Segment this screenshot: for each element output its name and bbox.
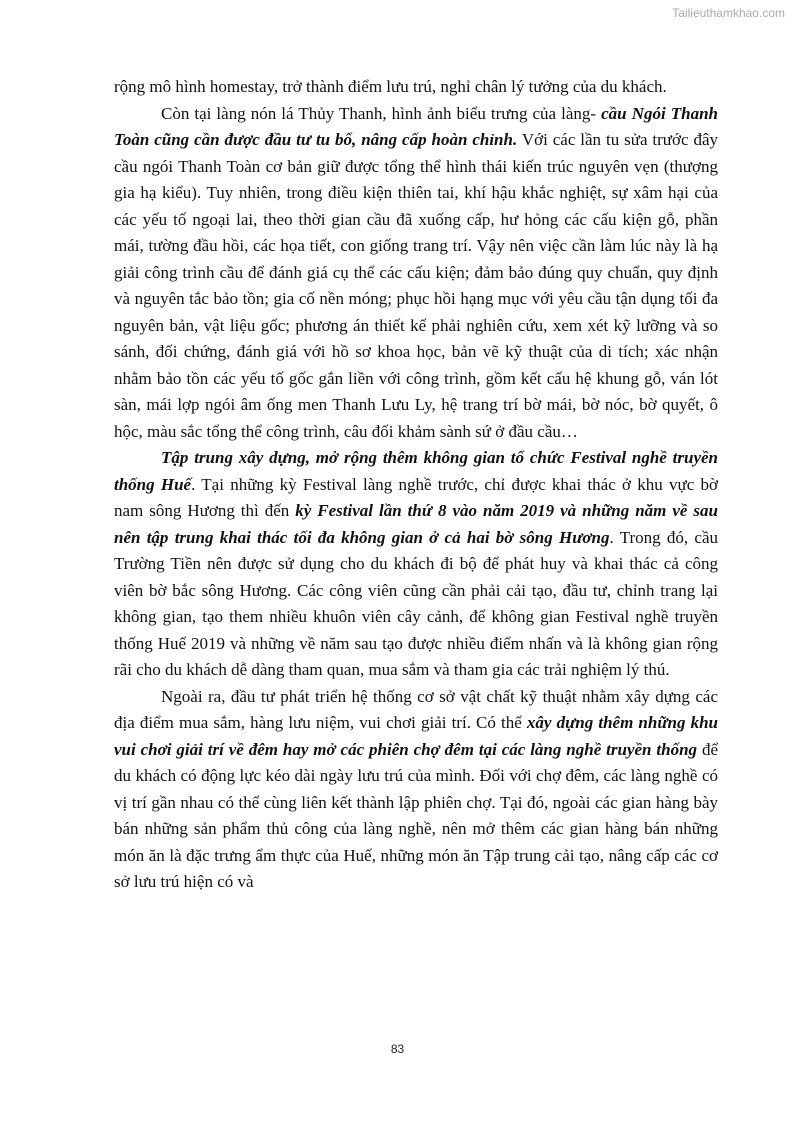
text-run: rộng mô hình homestay, trở thành điểm lưu trú, nghỉ chân lý tưởng của du khách.: [114, 77, 667, 96]
emphasis-run: Tập trung xây dựng, mở rộng thêm không gian tổ chức Festival nghề truyền thống Huế: [114, 448, 718, 494]
emphasis-run: kỳ Festival lần thứ 8 vào năm 2019 và những năm về sau nên tập trung khai thác tối đa không gian ở cả hai bờ sông Hương: [114, 501, 718, 547]
text-run: Với các lần tu sửa trước đây cầu ngói Thanh Toàn cơ bản giữ được tổng thể hình thái kiến trúc nguyên vẹn (thượng gia hạ kiểu). Tuy nhiên, trong điều kiện thiên tai, khí hậu khắc nghiệt, sự xâm hại của các yếu tố ngoại lai, theo thời gian cầu đã xuống cấp, hư hỏng các cấu kiện gỗ, phần mái, tường đầu hồi, các họa tiết, con giống trang trí. Vậy nên việc cần làm lúc này là hạ giải công trình cầu để đánh giá cụ thể các cấu kiện; đảm bảo đúng quy chuẩn, quy định và nguyên tắc bảo tồn; gia cố nền móng; phục hồi hạng mục với yêu cầu tận dụng tối đa nguyên bản, vật liệu gốc; phương án thiết kế phải nghiên cứu, xem xét kỹ lưỡng và so sánh, đối chứng, đánh giá với hồ sơ khoa học, bản vẽ kỹ thuật của di tích; xác nhận nhằm bảo tồn các yếu tố gốc gắn liền với công trình, gồm kết cấu hệ khung gỗ, ván lót sàn, mái lợp ngói âm ống men Thanh Lưu Ly, hệ trang trí bờ mái, bờ nóc, bờ quyết, ô hộc, màu sắc tổng thể công trình, câu đối khảm sành sứ ở đầu cầu…: [114, 130, 718, 441]
paragraph-3: [114, 445, 718, 684]
paragraph-2: [114, 101, 718, 446]
watermark-text: Tailieuthamkhao.com: [672, 6, 785, 20]
text-run: . Trong đó, cầu Trường Tiền nên được sử dụng cho du khách đi bộ để phát huy và khai thác cả công viên bờ bắc sông Hương. Các công viên cũng cần phải cải tạo, đầu tư, chỉnh trang lại không gian, tạo them nhiều khuôn viên cây cảnh, để không gian Festival nghề truyền thống Huế 2019 và những về năm sau tạo được nhiều điểm nhấn và là không gian rộng rãi cho du khách dễ dàng tham quan, mua sắm và tham gia các trải nghiệm lý thú.: [114, 527, 719, 679]
text-run: . Tại những kỳ Festival làng nghề trước, chỉ được khai thác ở khu vực bờ nam sông Hương thì đến: [114, 474, 718, 520]
text-run: Ngoài ra, đầu tư phát triển hệ thống cơ sở vật chất kỹ thuật nhằm xây dựng các địa điểm mua sắm, hàng lưu niệm, vui chơi giải trí. Có thể: [114, 686, 718, 732]
paragraph-4: [114, 684, 718, 896]
text-run: Còn tại làng nón lá Thủy Thanh, hình ảnh biểu trưng của làng-: [161, 103, 602, 123]
page-body: [114, 74, 718, 896]
emphasis-run: xây dựng thêm những khu vui chơi giải trí về đêm hay mở các phiên chợ đêm tại các làng nghề truyền thống: [114, 713, 719, 759]
page-number: 83: [390, 1042, 405, 1056]
paragraph-1: [114, 74, 718, 101]
emphasis-run: cầu Ngói Thanh Toàn cũng cần được đầu tư tu bổ, nâng cấp hoàn chỉnh.: [114, 103, 718, 149]
text-run: để du khách có động lực kéo dài ngày lưu trú của mình. Đối với chợ đêm, các làng nghề có vị trí gần nhau có thể cùng liên kết thành lập phiên chợ. Tại đó, ngoài các gian hàng bày bán những sản phẩm thủ công của làng nghề, nên mở thêm các gian hàng bán những món ăn là đặc trưng ẩm thực của Huế, những món ăn Tập trung cải tạo, nâng cấp các cơ sở lưu trú hiện có và: [114, 739, 719, 891]
